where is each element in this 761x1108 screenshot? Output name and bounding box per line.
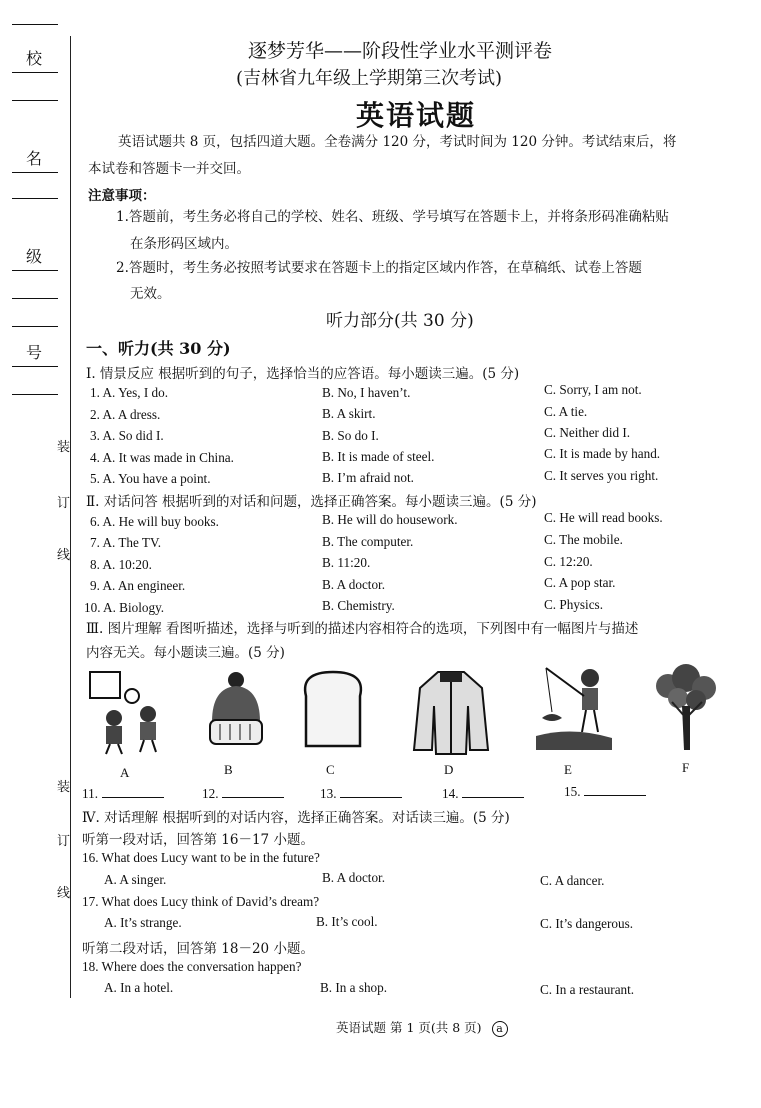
blank-line	[222, 787, 284, 798]
tree-icon	[648, 662, 722, 752]
q-option: 1. A. Yes, I do.	[90, 385, 169, 400]
notice-title: 注意事项：	[88, 188, 156, 204]
intro-line: 本试卷和答题卡一并交回。	[88, 161, 250, 177]
picture-label: B	[224, 762, 233, 777]
answer-blank[interactable]	[202, 786, 284, 802]
blank-number: 12.	[202, 786, 219, 801]
blank-line	[462, 787, 524, 798]
intro-line: 英语试题共 8 页，包括四道大题。全卷满分 120 分，考试时间为 120 分钟。考试结束后，将	[118, 134, 677, 150]
binding-char: 订	[57, 834, 71, 849]
answer-blank[interactable]	[320, 786, 402, 802]
q-option: C. It’s dangerous.	[540, 916, 634, 931]
q-option: C. A tie.	[544, 404, 588, 419]
sidebar-line	[12, 394, 58, 395]
kids-basketball-icon	[86, 668, 168, 758]
q-option: 5. A. You have a point.	[90, 471, 211, 486]
sidebar-line	[12, 366, 58, 367]
bread-icon	[296, 666, 370, 752]
notice-item: 在条形码区域内。	[130, 236, 238, 252]
q-option: 6. A. He will buy books.	[90, 514, 219, 529]
blank-number: 14.	[442, 786, 459, 801]
q-option: B. A skirt.	[322, 406, 376, 421]
q-option: B. It’s cool.	[316, 914, 378, 929]
question-stem: 16. What does Lucy want to be in the future?	[82, 850, 320, 865]
exam-subtitle: (吉林省九年级上学期第三次考试)	[236, 68, 503, 89]
q-option: B. A doctor.	[322, 577, 386, 592]
subsection-title: Ⅱ. 对话问答 根据听到的对话和问题，选择正确答案。每小题读三遍。(5 分)	[86, 494, 537, 510]
fishing-icon	[532, 662, 616, 754]
answer-blank[interactable]	[564, 784, 646, 800]
picture-label: E	[564, 762, 572, 777]
sidebar-line	[12, 100, 58, 101]
sidebar-line	[12, 326, 58, 327]
q-option: B. It is made of steel.	[322, 449, 435, 464]
binding-char: 装	[57, 780, 71, 795]
jacket-icon	[410, 666, 492, 758]
sidebar-line	[12, 172, 58, 173]
subsection-title-cont: 内容无关。每小题读三遍。(5 分)	[86, 645, 285, 661]
q-option: C. The mobile.	[544, 532, 623, 547]
blank-number: 11.	[82, 786, 98, 801]
q-option: C. It is made by hand.	[544, 446, 661, 461]
q-option: B. The computer.	[322, 534, 414, 549]
binding-char: 线	[57, 886, 71, 901]
subsection-title: Ⅲ. 图片理解 看图听描述，选择与听到的描述内容相符合的选项，下列图中有一幅图片与描述	[86, 621, 639, 637]
blank-line	[340, 787, 402, 798]
subsection-title: Ⅰ. 情景反应 根据听到的句子，选择恰当的应答语。每小题读三遍。(5 分)	[86, 366, 520, 382]
q-option: 9. A. An engineer.	[90, 578, 186, 593]
sidebar-line	[12, 298, 58, 299]
q-option: C. A pop star.	[544, 575, 616, 590]
q-option: A. A singer.	[104, 872, 167, 887]
blank-number: 13.	[320, 786, 337, 801]
q-option: C. He will read books.	[544, 510, 663, 525]
q-option: B. So do I.	[322, 428, 379, 443]
sidebar-line	[12, 198, 58, 199]
q-option: B. No, I haven’t.	[322, 385, 411, 400]
picture-label: A	[120, 765, 130, 780]
knit-hat-icon	[200, 670, 272, 752]
q-option: C. It serves you right.	[544, 468, 659, 483]
q-option: B. 11:20.	[322, 555, 371, 570]
exam-series-title: 逐梦芳华——阶段性学业水平测评卷	[248, 40, 553, 62]
sidebar-label-school: 校	[25, 49, 42, 68]
binding-char: 订	[57, 496, 71, 511]
sidebar-line	[12, 24, 58, 25]
q-option: C. 12:20.	[544, 554, 593, 569]
q-option: B. I’m afraid not.	[322, 470, 414, 485]
sidebar-label-name: 名	[25, 149, 42, 168]
q-option: C. Sorry, I am not.	[544, 382, 642, 397]
picture-label: C	[326, 762, 335, 777]
q-option: B. Chemistry.	[322, 598, 395, 613]
sidebar-line	[12, 270, 58, 271]
picture-label: D	[444, 762, 454, 777]
answer-blank[interactable]	[82, 786, 164, 802]
q-option: C. Neither did I.	[544, 425, 631, 440]
footer-text: 英语试题 第 1 页(共 8 页)	[336, 1020, 482, 1035]
q-option: 3. A. So did I.	[90, 428, 164, 443]
picture-label: F	[682, 760, 690, 775]
q-option: 4. A. It was made in China.	[90, 450, 234, 465]
q-option: C. Physics.	[544, 597, 603, 612]
notice-item: 1.答题前，考生务必将自己的学校、姓名、班级、学号填写在答题卡上，并将条形码准确粘贴	[116, 209, 669, 225]
section-title: 一、听力(共 30 分)	[86, 339, 231, 358]
page-footer	[336, 1018, 508, 1037]
q-option: C. A dancer.	[540, 873, 605, 888]
q-option: A. In a hotel.	[104, 980, 174, 995]
q-option: B. A doctor.	[322, 870, 386, 885]
notice-item: 无效。	[130, 286, 171, 302]
question-stem: 17. What does Lucy think of David’s dream?	[82, 894, 320, 909]
binding-line	[70, 36, 71, 998]
subsection-title: Ⅳ. 对话理解 根据听到的对话内容，选择正确答案。对话读三遍。(5 分)	[82, 810, 510, 826]
q-option: 10. A. Biology.	[84, 600, 165, 615]
blank-number: 15.	[564, 784, 581, 799]
q-option: C. In a restaurant.	[540, 982, 635, 997]
sidebar-label-number: 号	[25, 343, 42, 362]
q-option: A. It’s strange.	[104, 915, 182, 930]
part-title: 听力部分(共 30 分)	[326, 311, 474, 331]
sidebar-label-class: 级	[25, 247, 42, 266]
blank-line	[584, 785, 646, 796]
question-stem: 18. Where does the conversation happen?	[82, 959, 302, 974]
q-option: 7. A. The TV.	[90, 535, 162, 550]
version-mark: a	[492, 1021, 508, 1037]
dialog-instruction: 听第二段对话，回答第 18－20 小题。	[82, 941, 314, 957]
q-option: B. In a shop.	[320, 980, 388, 995]
dialog-instruction: 听第一段对话，回答第 16－17 小题。	[82, 832, 314, 848]
answer-blank[interactable]	[442, 786, 524, 802]
notice-item: 2.答题时，考生务必按照考试要求在答题卡上的指定区域内作答，在草稿纸、试卷上答题	[116, 260, 642, 276]
q-option: B. He will do housework.	[322, 512, 458, 527]
binding-char: 装	[57, 440, 71, 455]
blank-line	[102, 787, 164, 798]
q-option: 8. A. 10:20.	[90, 557, 152, 572]
page-title: 英语试题	[356, 99, 477, 132]
sidebar-line	[12, 72, 58, 73]
q-option: 2. A. A dress.	[90, 407, 161, 422]
binding-char: 线	[57, 548, 71, 563]
